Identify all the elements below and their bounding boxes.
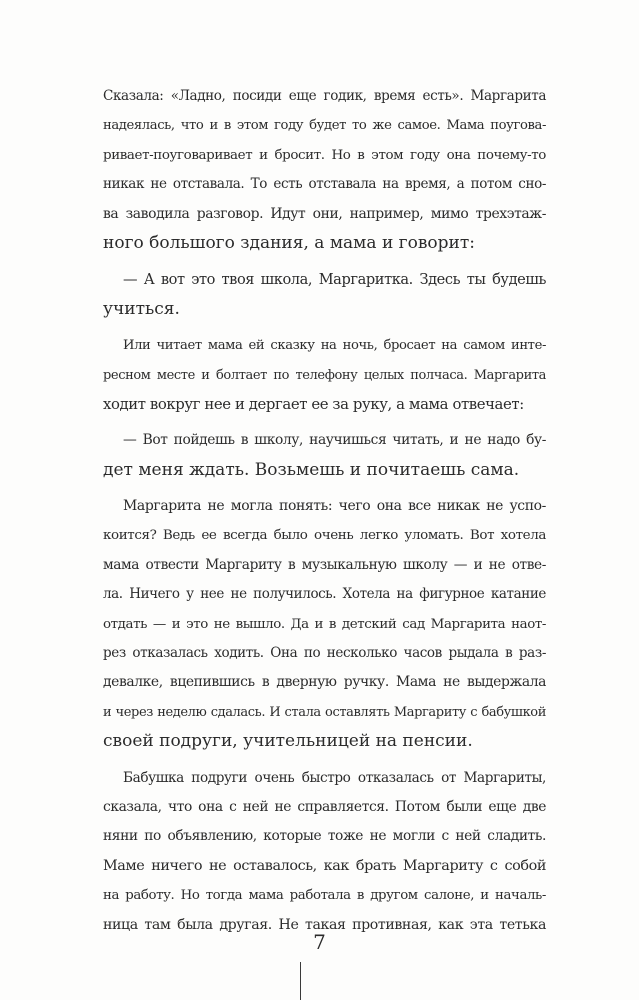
text-line: надеялась, что и в этом году будет то же самое. Мама поугова- bbox=[103, 118, 546, 134]
paragraph-5 bbox=[103, 492, 546, 757]
text-line: сказала, что она с ней не справляется. Потом были еще две bbox=[103, 798, 546, 815]
page-divider-line bbox=[300, 962, 301, 1000]
paragraph-6 bbox=[103, 764, 546, 940]
page-number: 7 bbox=[313, 930, 326, 954]
text-line: Или читает мама ей сказку на ночь, бросает на самом инте- bbox=[123, 338, 546, 354]
text-line: учиться. bbox=[103, 298, 180, 319]
text-line: ница там была другая. Не такая противная, как эта тетька bbox=[103, 916, 546, 933]
paragraph-2 bbox=[103, 265, 546, 324]
text-line: никак не отставала. То есть отставала на время, а потом сно- bbox=[103, 176, 546, 193]
text-line: мама отвести Маргариту в музыкальную школу — и не отве- bbox=[103, 556, 546, 573]
text-line: — А вот это твоя школа, Маргаритка. Здесь ты будешь bbox=[123, 271, 546, 289]
text-line: девалке, вцепившись в дверную ручку. Мама не выдержала bbox=[103, 674, 546, 691]
text-line: ва заводила разговор. Идут они, например, мимо трехэтаж- bbox=[103, 205, 546, 222]
paragraph-4 bbox=[103, 426, 546, 485]
body-text bbox=[103, 82, 546, 947]
text-line: коится? Ведь ее всегда было очень легко уломать. Вот хотела bbox=[103, 527, 546, 544]
text-line: Маме ничего не оставалось, как брать Маргариту с собой bbox=[103, 857, 546, 874]
text-line: ривает-поуговаривает и бросит. Но в этом году она почему-то bbox=[103, 147, 546, 163]
text-line: няни по объявлению, которые тоже не могли с ней сладить. bbox=[103, 828, 546, 845]
text-line: ла. Ничего у нее не получилось. Хотела на фигурное катание bbox=[103, 586, 546, 603]
text-line: ходит вокруг нее и дергает ее за руку, а мама отвечает: bbox=[103, 394, 524, 413]
text-line: Маргарита не могла понять: чего она все никак не успо- bbox=[123, 498, 546, 515]
paragraph-3 bbox=[103, 331, 546, 419]
text-line: — Вот пойдешь в школу, научишься читать, и не надо бу- bbox=[123, 432, 546, 449]
text-line: рез отказалась ходить. Она по несколько часов рыдала в раз- bbox=[103, 645, 546, 662]
text-line: на работу. Но тогда мама работала в другом салоне, и началь- bbox=[103, 888, 546, 904]
text-line: ресном месте и болтает по телефону целых полчаса. Маргарита bbox=[103, 367, 546, 383]
paragraph-1 bbox=[103, 82, 546, 258]
text-line: отдать — и это не вышло. Да и в детский сад Маргарита наот- bbox=[103, 616, 546, 632]
text-line: и через неделю сдалась. И стала оставлять Маргариту с бабушкой bbox=[103, 704, 546, 720]
text-line: Сказала: «Ладно, посиди еще годик, время есть». Маргарита bbox=[103, 88, 546, 104]
text-line: дет меня ждать. Возьмешь и почитаешь сама. bbox=[103, 459, 520, 480]
text-line: ного большого здания, а мама и говорит: bbox=[103, 232, 475, 253]
text-line: своей подруги, учительницей на пенсии. bbox=[103, 731, 473, 752]
text-line: Бабушка подруги очень быстро отказалась от Маргариты, bbox=[123, 769, 546, 786]
